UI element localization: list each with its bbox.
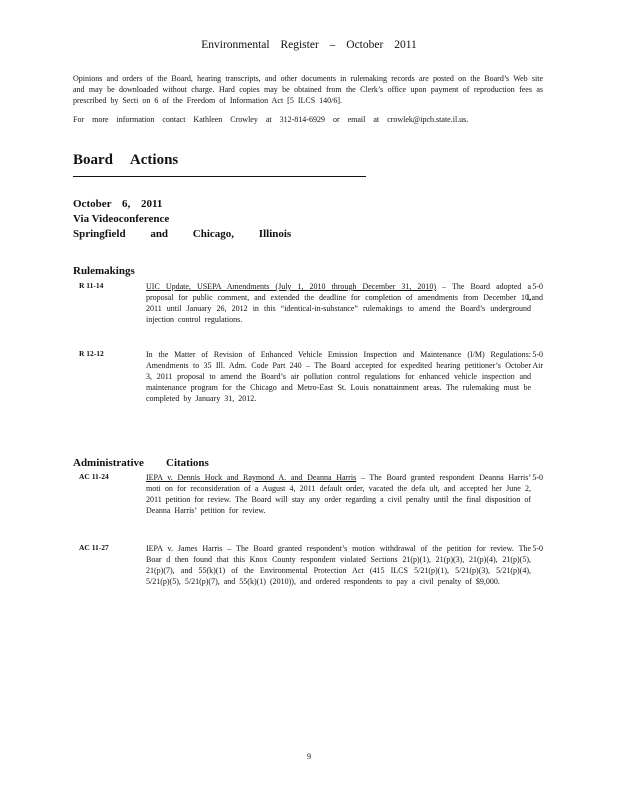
rulemakings-heading: Rulemakings	[73, 265, 135, 277]
vote-column	[507, 543, 543, 554]
meeting-info	[73, 197, 291, 242]
section-title: Board Actions	[73, 152, 179, 168]
intro-paragraph: Opinions and orders of the Board, hearing transcripts, and other documents in rulemaking records are posted on the Board’s Web site and may be downloaded without charge. Hard copies may be obtained from the Clerk’s office upon payment of reproduction fees as prescribed by Secti on 6 of the Freedom of Information Act [5 ILCS 140/6].	[73, 74, 543, 105]
vote-count: 5-0	[532, 473, 543, 482]
heading-part-1: Administrative	[73, 457, 144, 469]
docket-body: IEPA v. James Harris – The Board granted respondent’s motion withdrawal of the petition for review. The Boar d then found that this Knox County respondent violated Sections 21(p)(1), 21(p)(3), 21(p)(4), 21(p)(5), 21(p)(7), and 55(k)(1) of the Environmental Protection Act (415 ILCS 5/21(p)(1), 5/21(p)(3), 5/21(p)(4), 5/21(p)(5), 5/21(p)(7), and 55(k)(1) (2010)), and ordered respondents to pay a civil penalty of $9,000.	[146, 544, 531, 586]
docket-title: UIC Update, USEPA Amendments (July 1, 2010 through December 31, 2010)	[146, 282, 437, 291]
meeting-mode: Via Videoconference	[73, 213, 170, 225]
vote-count: 5-0	[532, 350, 543, 359]
vote-column	[507, 349, 543, 371]
vote-column	[507, 281, 543, 303]
vote-count: 5-0	[532, 282, 543, 291]
docket-number: R 11-14	[79, 281, 104, 290]
meeting-place: Springfield and Chicago, Illinois	[73, 228, 292, 240]
docket-body: – The Board granted respondent Deanna Harris’ moti on for reconsideration of a August 4, 2011 default order, vacated the defa ult, and accepted her June 2, 2011 petition for review. The Board will stay any order regarding a civil penalty until the final disposition of Deanna Harris’ petition for review.	[146, 473, 531, 515]
running-header: Environmental Register – October 2011	[201, 39, 417, 51]
docket-type: Air	[532, 361, 543, 370]
section-divider	[73, 176, 366, 177]
docket-number: AC 11-24	[79, 472, 109, 481]
contact-paragraph: For more information contact Kathleen Crowley at 312-814-6929 or email at crowlek@ipcb.state.il.us.	[73, 115, 469, 124]
page-number: 9	[307, 752, 311, 761]
vote-count: 5-0	[532, 544, 543, 553]
administrative-citations-heading	[73, 457, 209, 469]
docket-description	[146, 472, 531, 516]
heading-part-2: Citations	[166, 457, 209, 469]
meeting-date: October 6, 2011	[73, 198, 163, 210]
docket-description	[146, 543, 531, 587]
docket-title: IEPA v. Dennis Hock and Raymond A. and Deanna Harris	[146, 473, 357, 482]
docket-number: R 12-12	[79, 349, 104, 358]
vote-column	[507, 472, 543, 483]
docket-description	[146, 349, 531, 404]
docket-description	[146, 281, 531, 325]
docket-type: Land	[526, 293, 543, 302]
docket-body: – The Board adopted a proposal for public comment, and extended the deadline for completion of amendments from December 10, 2011 until January 26, 2012 in this “identical-in-substance” rulemakings to amend the Board’s underground injection control regulations.	[146, 282, 531, 324]
docket-body: In the Matter of Revision of Enhanced Vehicle Emission Inspection and Maintenance (I/M) Regulations: Amendments to 35 Ill. Adm. Code Part 240 – The Board accepted for expedited hearing petitioner’s October 3, 2011 proposal to amend the Board’s air pollution control regulations for enhanced vehicle inspection and maintenance program for the Chicago and Metro-East St. Louis nonattainment areas. The rulemaking must be completed by January 31, 2012.	[146, 350, 531, 403]
docket-number: AC 11-27	[79, 543, 109, 552]
